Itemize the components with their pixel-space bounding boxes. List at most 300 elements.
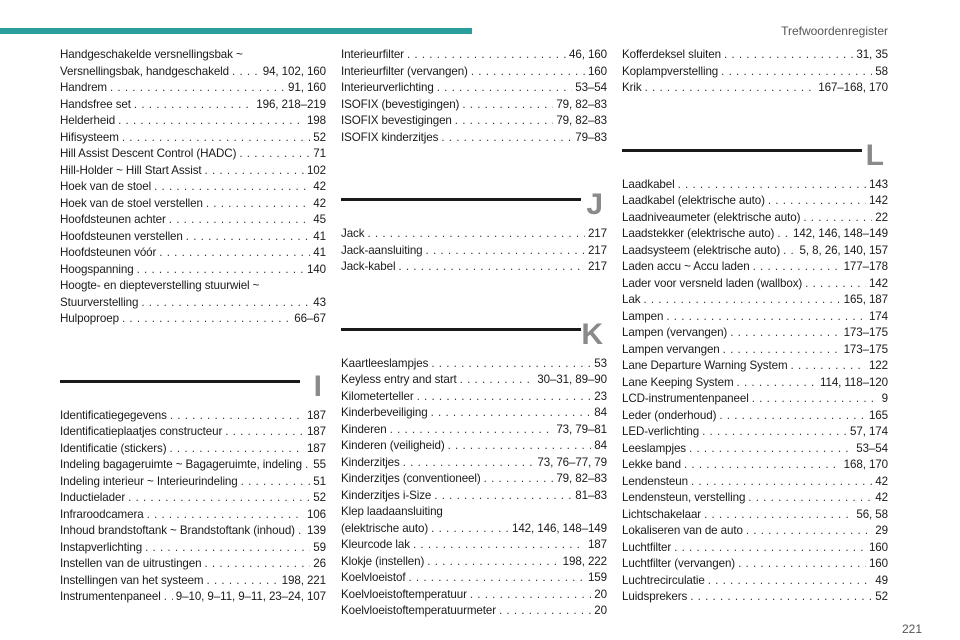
leader-dots [367, 226, 585, 243]
index-entry [622, 523, 888, 540]
index-term: Hoek van de stoel verstellen [60, 196, 203, 210]
index-entry [622, 292, 888, 309]
leader-dots [691, 474, 872, 491]
leader-dots [225, 424, 304, 441]
leader-dots [455, 113, 554, 130]
index-pages: 140 [306, 262, 326, 276]
leader-dots [239, 146, 310, 163]
leader-dots [408, 570, 585, 587]
index-term: Helderheid [60, 114, 116, 127]
index-pages: 159 [587, 571, 607, 584]
section-heading-j [341, 170, 607, 226]
index-entry-line [60, 295, 326, 312]
index-entry [622, 226, 888, 243]
index-pages: 52 [313, 491, 326, 504]
index-entry-line [341, 471, 607, 488]
index-entry-line [341, 243, 607, 260]
leader-dots [170, 408, 304, 425]
index-term: Keyless entry and start [341, 373, 457, 386]
index-pages: 114, 118–120 [820, 375, 888, 389]
index-term: Koelvloeistof [341, 571, 406, 584]
entries-j [341, 226, 607, 276]
leader-dots [164, 589, 173, 606]
index-pages: 187 [306, 425, 326, 438]
index-pages: 20 [594, 604, 607, 617]
index-entry-line [341, 80, 607, 97]
index-entry-line [622, 64, 888, 81]
index-term: Koelvloeistoftemperatuurmeter [341, 604, 496, 617]
leader-dots [462, 97, 553, 114]
index-entry-line [341, 488, 607, 505]
index-term: Lader voor versneld laden (wallbox) [622, 276, 803, 290]
index-pages: 53–54 [856, 441, 888, 455]
index-pages: 187 [306, 441, 326, 455]
leader-dots [441, 130, 572, 147]
index-term: Instapverlichting [60, 540, 143, 554]
index-column-2 [341, 47, 607, 620]
index-entry-line [341, 438, 607, 455]
index-entry [341, 504, 607, 537]
index-term: Kinderen [341, 422, 387, 436]
index-entry-line [341, 389, 607, 406]
leader-dots [708, 573, 873, 590]
index-entry-line [60, 490, 326, 507]
leader-dots [207, 573, 279, 590]
index-entry [622, 309, 888, 326]
leader-dots [674, 540, 866, 557]
index-entry [622, 424, 888, 441]
index-term: Versnellingsbak, handgeschakeld [60, 64, 229, 78]
leader-dots [128, 490, 310, 507]
index-entry-line [341, 64, 607, 81]
index-entry-line [341, 422, 607, 439]
index-pages: 187 [306, 408, 326, 422]
index-entry [60, 130, 326, 147]
leader-dots [678, 177, 866, 194]
leader-dots [484, 471, 554, 488]
leader-dots [186, 229, 311, 246]
index-pages: 106 [306, 507, 326, 521]
leader-dots [431, 405, 592, 422]
leader-dots [471, 64, 585, 81]
leader-dots [232, 64, 260, 81]
index-entry [60, 262, 326, 279]
section-rule [341, 328, 581, 331]
index-pages: 143 [868, 177, 888, 191]
leader-dots [427, 554, 559, 571]
index-entry [622, 177, 888, 194]
index-term: ISOFIX bevestigingen [341, 114, 452, 127]
index-entry [622, 243, 888, 260]
index-entry-line [622, 80, 888, 97]
entries-i-cont [341, 47, 607, 146]
index-pages: 160 [587, 64, 607, 78]
index-entry-line [60, 163, 326, 180]
index-pages: 217 [587, 227, 607, 240]
index-entry-line [60, 311, 326, 328]
page-number: 221 [901, 622, 922, 636]
leader-dots [159, 245, 310, 262]
index-pages: 174 [868, 309, 888, 323]
index-entry [60, 474, 326, 491]
index-term: Luchtrecirculatie [622, 573, 705, 587]
index-pages: 52 [875, 590, 888, 603]
index-entry-line [622, 556, 888, 573]
index-entry [341, 64, 607, 81]
index-entry [341, 389, 607, 406]
entries-l [622, 177, 888, 606]
index-entry-line [622, 276, 888, 293]
index-entry [622, 259, 888, 276]
index-entry [60, 80, 326, 97]
section-letter: J [586, 188, 603, 221]
leader-dots [803, 210, 872, 227]
leader-dots [448, 438, 592, 455]
index-pages: 102 [306, 163, 326, 177]
index-term: Luchtfilter (vervangen) [622, 557, 736, 570]
leader-dots [141, 295, 310, 312]
index-entry-line [622, 507, 888, 524]
index-entry-line [622, 424, 888, 441]
leader-dots [137, 262, 304, 279]
index-entry-line [60, 556, 326, 573]
index-entry-line [622, 226, 888, 243]
index-pages: 59 [313, 540, 326, 554]
section-rule [341, 198, 581, 201]
index-entry-line [341, 372, 607, 389]
leader-dots [413, 537, 585, 554]
index-term: Instellen van de uitrustingen [60, 557, 202, 570]
index-entry [622, 490, 888, 507]
index-term: Laden accu ~ Accu laden [622, 260, 750, 273]
index-term: Interieurfilter [341, 48, 404, 61]
index-entry [60, 540, 326, 557]
index-term: Hifisysteem [60, 130, 119, 144]
leader-dots [719, 408, 866, 425]
index-entry-line [60, 408, 326, 425]
index-entry-line [60, 80, 326, 97]
index-entry [341, 471, 607, 488]
index-entry [341, 587, 607, 604]
index-pages: 23 [594, 389, 607, 403]
index-entry-line [60, 245, 326, 262]
leader-dots [437, 80, 573, 97]
index-pages: 160 [868, 540, 888, 554]
index-pages: 198, 222 [562, 554, 607, 568]
index-entry-line [60, 229, 326, 246]
index-entry [341, 80, 607, 97]
index-term: Lane Departure Warning System [622, 359, 788, 372]
index-entry [60, 408, 326, 425]
index-entry [341, 603, 607, 620]
index-pages: 31, 35 [856, 48, 888, 61]
section-rule [622, 149, 862, 152]
index-term: Lampen [622, 309, 664, 323]
index-entry-line [622, 523, 888, 540]
leader-dots [777, 226, 790, 243]
leader-dots [407, 47, 566, 64]
index-term: Laadkabel [622, 177, 675, 191]
index-entry [60, 311, 326, 328]
index-entry-term-line: Klep laadaansluiting [341, 505, 443, 518]
leader-dots [689, 441, 853, 458]
index-pages: 94, 102, 160 [262, 64, 326, 78]
index-entry-line [341, 47, 607, 64]
index-term: Laadstekker (elektrische auto) [622, 227, 775, 240]
index-term: Leeslampjes [622, 441, 686, 455]
index-entry [622, 556, 888, 573]
index-pages: 9 [881, 392, 888, 405]
index-pages: 217 [587, 243, 607, 257]
leader-dots [434, 488, 572, 505]
index-pages: 41 [313, 246, 326, 259]
leader-dots [431, 356, 591, 373]
index-term: Kinderzitjes i-Size [341, 488, 432, 502]
index-entry-line [341, 587, 607, 604]
index-term: Stuurverstelling [60, 295, 139, 309]
index-entry-line [622, 474, 888, 491]
index-entry [622, 540, 888, 557]
index-term: Lendensteun [622, 474, 688, 488]
index-entry [341, 243, 607, 260]
leader-dots [403, 455, 535, 472]
index-entry [60, 146, 326, 163]
index-term: Hoek van de stoel [60, 180, 152, 193]
index-entry [622, 47, 888, 64]
index-term: Hoofdsteunen verstellen [60, 229, 183, 243]
leader-dots [730, 325, 840, 342]
index-entry-line [622, 408, 888, 425]
index-entry [622, 391, 888, 408]
index-entry [60, 589, 326, 606]
index-entry-term-line: Hoogte- en diepteverstelling stuurwiel ~ [60, 279, 260, 292]
leader-dots [122, 311, 291, 328]
leader-dots [666, 309, 866, 326]
index-term: LCD-instrumentenpaneel [622, 392, 749, 405]
section-heading-l [622, 121, 888, 177]
leader-dots [738, 556, 866, 573]
index-pages: 73, 79–81 [556, 422, 607, 436]
index-term: Kinderen (veiligheid) [341, 439, 445, 452]
leader-dots [791, 358, 866, 375]
index-term: Laadkabel (elektrische auto) [622, 194, 765, 207]
index-term: Jack-aansluiting [341, 243, 423, 257]
index-pages: 173–175 [843, 326, 888, 339]
index-term: Jack-kabel [341, 260, 396, 273]
index-pages: 84 [594, 439, 607, 452]
index-entry-line [60, 507, 326, 524]
index-term: Jack [341, 227, 365, 240]
index-entry-line [341, 603, 607, 620]
index-pages: 91, 160 [288, 81, 326, 94]
index-entry [60, 523, 326, 540]
index-pages: 198 [306, 114, 326, 127]
index-term: Inhoud brandstoftank ~ Brandstoftank (inhoud) [60, 524, 295, 537]
index-entry [60, 278, 326, 311]
running-header: Trefwoordenregister [781, 24, 888, 38]
index-entry [341, 537, 607, 554]
index-entry [60, 573, 326, 590]
index-pages: 168, 170 [843, 458, 888, 471]
index-pages: 79, 82–83 [556, 114, 607, 127]
index-entry [341, 47, 607, 64]
index-entry-line [622, 358, 888, 375]
leader-dots [470, 587, 591, 604]
index-entry [622, 589, 888, 606]
index-entry-line [60, 146, 326, 163]
index-pages: 53–54 [575, 81, 607, 94]
index-pages: 53 [594, 356, 607, 370]
index-entry [622, 80, 888, 97]
index-entry-line [60, 113, 326, 130]
index-pages: 217 [587, 260, 607, 273]
index-entry [60, 457, 326, 474]
index-entry-term-line: Handgeschakelde versnellingsbak ~ [60, 48, 243, 61]
index-entry-line [60, 589, 326, 606]
index-pages: 22 [875, 210, 888, 224]
index-term: Luidsprekers [622, 590, 688, 603]
index-entry [60, 179, 326, 196]
index-entry [622, 457, 888, 474]
index-pages: 79, 82–83 [556, 97, 607, 111]
index-pages: 198, 221 [281, 573, 326, 587]
index-entry-line [341, 130, 607, 147]
index-term: Kinderzitjes (conventioneel) [341, 472, 481, 485]
index-pages: 165, 187 [843, 293, 888, 306]
entries-h [60, 47, 326, 328]
leader-dots [204, 556, 310, 573]
index-entry-line [341, 97, 607, 114]
index-term: Laadsysteem (elektrische auto) [622, 243, 781, 257]
index-entry-line [622, 573, 888, 590]
index-entry [622, 193, 888, 210]
index-entry [622, 573, 888, 590]
index-term: Lampen vervangen [622, 342, 720, 356]
index-entry [341, 226, 607, 243]
leader-dots [752, 391, 879, 408]
index-term: Lokaliseren van de auto [622, 524, 743, 537]
leader-dots [154, 179, 310, 196]
leader-dots [737, 375, 817, 392]
leader-dots [145, 540, 310, 557]
index-entry [622, 375, 888, 392]
section-heading-i [60, 352, 326, 408]
index-pages: 165 [868, 408, 888, 422]
index-term: Koplampverstelling [622, 64, 719, 78]
index-entry [622, 441, 888, 458]
index-term: Koelvloeistoftemperatuur [341, 587, 467, 601]
index-entry-line [622, 193, 888, 210]
leader-dots [684, 457, 841, 474]
index-entry [341, 130, 607, 147]
leader-dots [305, 457, 310, 474]
index-entry [622, 358, 888, 375]
index-entry [341, 488, 607, 505]
index-term: Klokje (instellen) [341, 554, 425, 568]
index-term: Indeling bagageruimte ~ Bagageruimte, indeling [60, 458, 302, 471]
index-entry-line [341, 455, 607, 472]
index-term: Lichtschakelaar [622, 507, 702, 521]
index-entry-line [341, 537, 607, 554]
index-entry [341, 455, 607, 472]
leader-dots [147, 507, 304, 524]
index-term: Laadniveaumeter (elektrische auto) [622, 210, 801, 224]
index-entry [341, 97, 607, 114]
index-term: ISOFIX kinderzitjes [341, 130, 439, 144]
index-pages: 57, 174 [850, 425, 888, 438]
index-pages: 49 [875, 573, 888, 587]
index-pages: 51 [313, 474, 326, 488]
index-pages: 26 [313, 557, 326, 570]
index-entry [60, 196, 326, 213]
index-entry [622, 325, 888, 342]
index-pages: 42 [313, 180, 326, 193]
index-entry-line [60, 196, 326, 213]
index-entry [60, 490, 326, 507]
index-term: Kofferdeksel sluiten [622, 48, 721, 61]
index-entry [622, 342, 888, 359]
index-pages: 142, 146, 148–149 [792, 227, 888, 240]
index-pages: 56, 58 [856, 507, 888, 521]
index-term: Interieurfilter (vervangen) [341, 64, 468, 78]
index-entry [60, 47, 326, 80]
index-pages: 142, 146, 148–149 [511, 521, 607, 535]
index-term: Indeling interieur ~ Interieurindeling [60, 474, 238, 488]
index-term: Handrem [60, 81, 107, 94]
section-letter: I [313, 369, 322, 403]
index-term: Kaartleeslampjes [341, 356, 429, 370]
index-entry-line [622, 309, 888, 326]
index-entry-line [60, 457, 326, 474]
leader-dots [390, 422, 554, 439]
leader-dots [205, 163, 304, 180]
index-pages: 122 [868, 359, 888, 372]
index-pages: 55 [313, 458, 326, 471]
index-entry [341, 438, 607, 455]
index-pages: 46, 160 [569, 48, 607, 61]
leader-dots [805, 276, 866, 293]
index-entry-line [622, 210, 888, 227]
index-entry [622, 474, 888, 491]
leader-dots [110, 80, 285, 97]
leader-dots [704, 507, 853, 524]
leader-dots [398, 259, 585, 276]
index-term: Hill-Holder ~ Hill Start Assist [60, 163, 202, 177]
index-pages: 142 [868, 194, 888, 207]
leader-dots [169, 212, 311, 229]
index-term: Hoogspanning [60, 262, 134, 276]
leader-dots [118, 113, 304, 130]
index-term: Lekke band [622, 458, 681, 471]
leader-dots [723, 342, 841, 359]
index-entry [341, 259, 607, 276]
index-entry [60, 441, 326, 458]
leader-dots [241, 474, 311, 491]
index-entry-line [60, 97, 326, 114]
index-entry-line [622, 243, 888, 260]
index-entry-line [622, 375, 888, 392]
index-entry-line [341, 554, 607, 571]
index-pages: 160 [868, 557, 888, 570]
index-pages: 173–175 [843, 342, 888, 356]
index-term: Lendensteun, verstelling [622, 491, 746, 504]
index-pages: 58 [875, 64, 888, 78]
index-pages: 177–178 [843, 260, 888, 273]
index-term: (elektrische auto) [341, 521, 429, 535]
index-entry-line [622, 589, 888, 606]
index-pages: 29 [875, 524, 888, 537]
index-term: Luchtfilter [622, 540, 672, 554]
